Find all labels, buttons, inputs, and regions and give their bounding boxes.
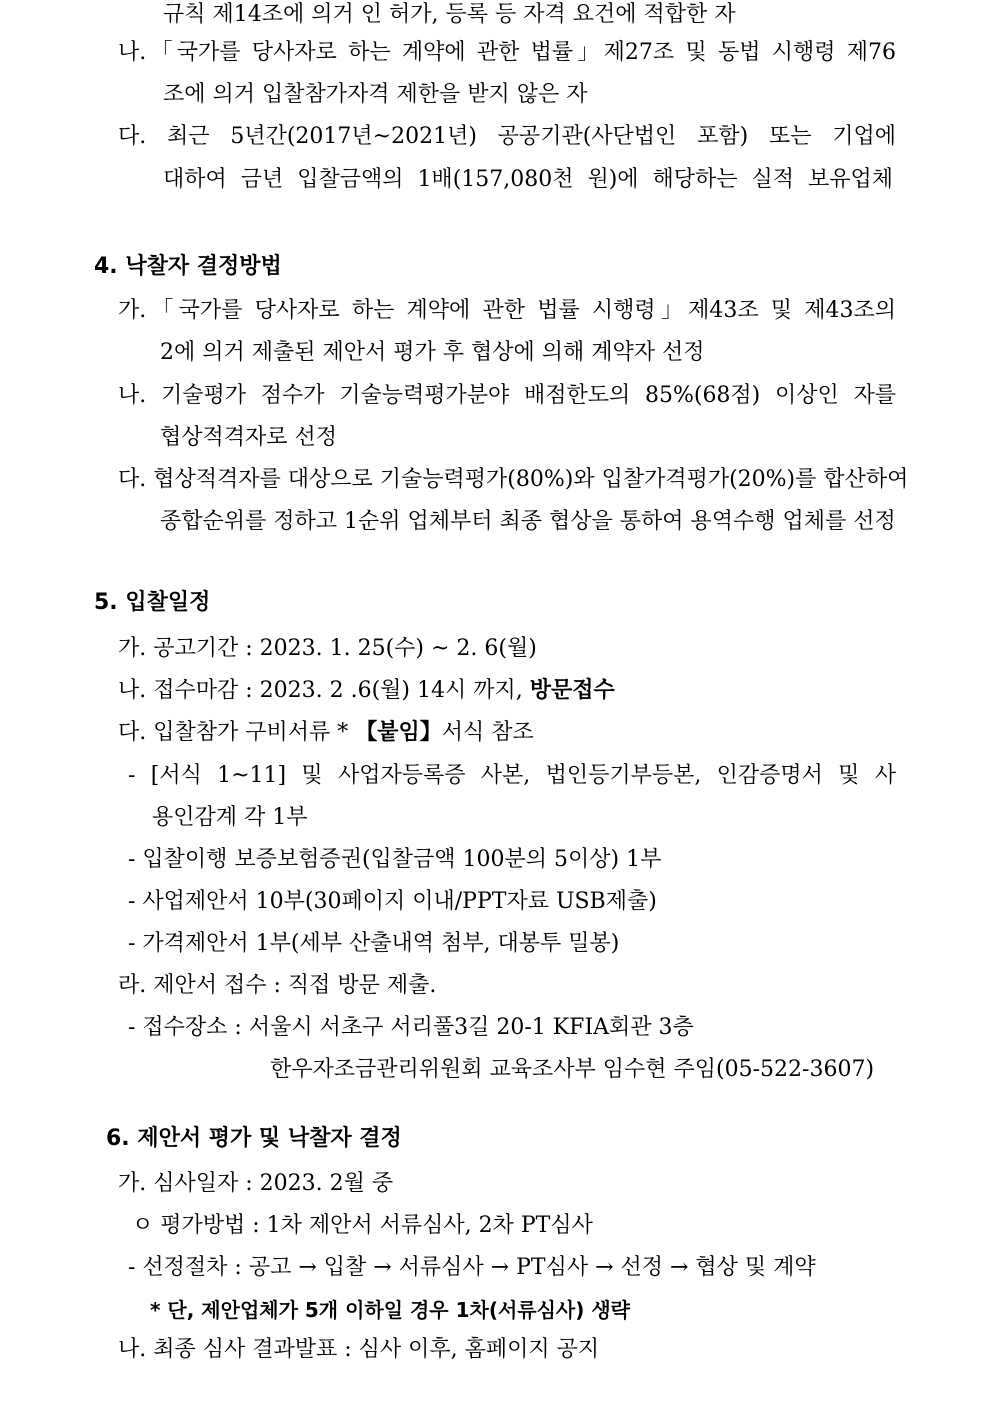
- visit-submission-label: 방문접수: [529, 678, 615, 703]
- section-5-heading: 5. 입찰일정: [94, 590, 211, 615]
- sec5-docs1-line1: - [서식 1~11] 및 사업자등록증 사본, 법인등기부등본, 인감증명서 및 사: [128, 763, 896, 788]
- sec3-item-da-line1: 다. 최근 5년간(2017년~2021년) 공공기관(사단법인 포함) 또는 기업에: [118, 124, 896, 149]
- sec4-item-na-line1: 나. 기술평가 점수가 기술능력평가분야 배점한도의 85%(68점) 이상인 자를: [118, 383, 896, 408]
- sec6-procedure: - 선정절차 : 공고 → 입찰 → 서류심사 → PT심사 → 선정 → 협상 및 계약: [128, 1255, 816, 1280]
- sec4-item-da-line2: 종합순위를 정하고 1순위 업체부터 최종 협상을 통하여 용역수행 업체를 선정: [160, 509, 896, 534]
- sec5-contact: 한우자조금관리위원회 교육조사부 임수현 주임(05-522-3607): [270, 1057, 875, 1082]
- sec3-item-na-line2: 조에 의거 입찰참가자격 제한을 받지 않은 자: [163, 82, 588, 107]
- sec3-line-rule: 규칙 제14조에 의거 인 허가, 등록 등 자격 요건에 적합한 자: [163, 2, 736, 27]
- sec3-item-da-line2: 대하여 금년 입찰금액의 1배(157,080천 원)에 해당하는 실적 보유업체: [163, 167, 893, 192]
- sec5-docs2: - 입찰이행 보증보험증권(입찰금액 100분의 5이상) 1부: [128, 847, 662, 872]
- sec5-item-na-text: 나. 접수마감 : 2023. 2 .6(월) 14시 까지,: [118, 678, 530, 703]
- sec6-note: * 단, 제안업체가 5개 이하일 경우 1차(서류심사) 생략: [150, 1298, 630, 1322]
- sec5-docs3: - 사업제안서 10부(30페이지 이내/PPT자료 USB제출): [128, 889, 657, 914]
- section-6-heading: 6. 제안서 평가 및 낙찰자 결정: [106, 1126, 402, 1151]
- section-4-heading: 4. 낙찰자 결정방법: [94, 254, 282, 279]
- sec5-item-na: [118, 676, 615, 706]
- sec4-item-da-line1: 다. 협상적격자를 대상으로 기술능력평가(80%)와 입찰가격평가(20%)를 합산하여: [118, 467, 909, 492]
- sec5-item-da: [118, 718, 534, 748]
- sec4-item-ga-line1: 가.「국가를 당사자로 하는 계약에 관한 법률 시행령」제43조 및 제43조의: [118, 298, 896, 323]
- sec6-eval-method: ㅇ 평가방법 : 1차 제안서 서류심사, 2차 PT심사: [132, 1213, 593, 1238]
- sec3-item-na-line1: 나.「국가를 당사자로 하는 계약에 관한 법률」제27조 및 동법 시행령 제76: [118, 40, 896, 65]
- sec5-item-da-text: 다. 입찰참가 구비서류 *: [118, 720, 356, 745]
- sec4-item-na-line2: 협상적격자로 선정: [160, 425, 338, 450]
- sec6-item-ga: 가. 심사일자 : 2023. 2월 중: [118, 1171, 394, 1196]
- sec5-docs1-line2: 용인감계 각 1부: [152, 805, 308, 830]
- sec5-item-da-suffix: 서식 참조: [441, 720, 534, 745]
- sec5-submission-place: - 접수장소 : 서울시 서초구 서리풀3길 20-1 KFIA회관 3층: [128, 1015, 694, 1040]
- sec5-item-ra: 라. 제안서 접수 : 직접 방문 제출.: [118, 973, 437, 998]
- attachment-label: 【붙임】: [355, 720, 442, 745]
- sec5-item-ga: 가. 공고기간 : 2023. 1. 25(수) ~ 2. 6(월): [118, 636, 537, 661]
- sec4-item-ga-line2: 2에 의거 제출된 제안서 평가 후 협상에 의해 계약자 선정: [160, 340, 705, 365]
- sec5-docs4: - 가격제안서 1부(세부 산출내역 첨부, 대봉투 밀봉): [128, 931, 620, 956]
- sec6-item-na: 나. 최종 심사 결과발표 : 심사 이후, 홈페이지 공지: [118, 1337, 600, 1362]
